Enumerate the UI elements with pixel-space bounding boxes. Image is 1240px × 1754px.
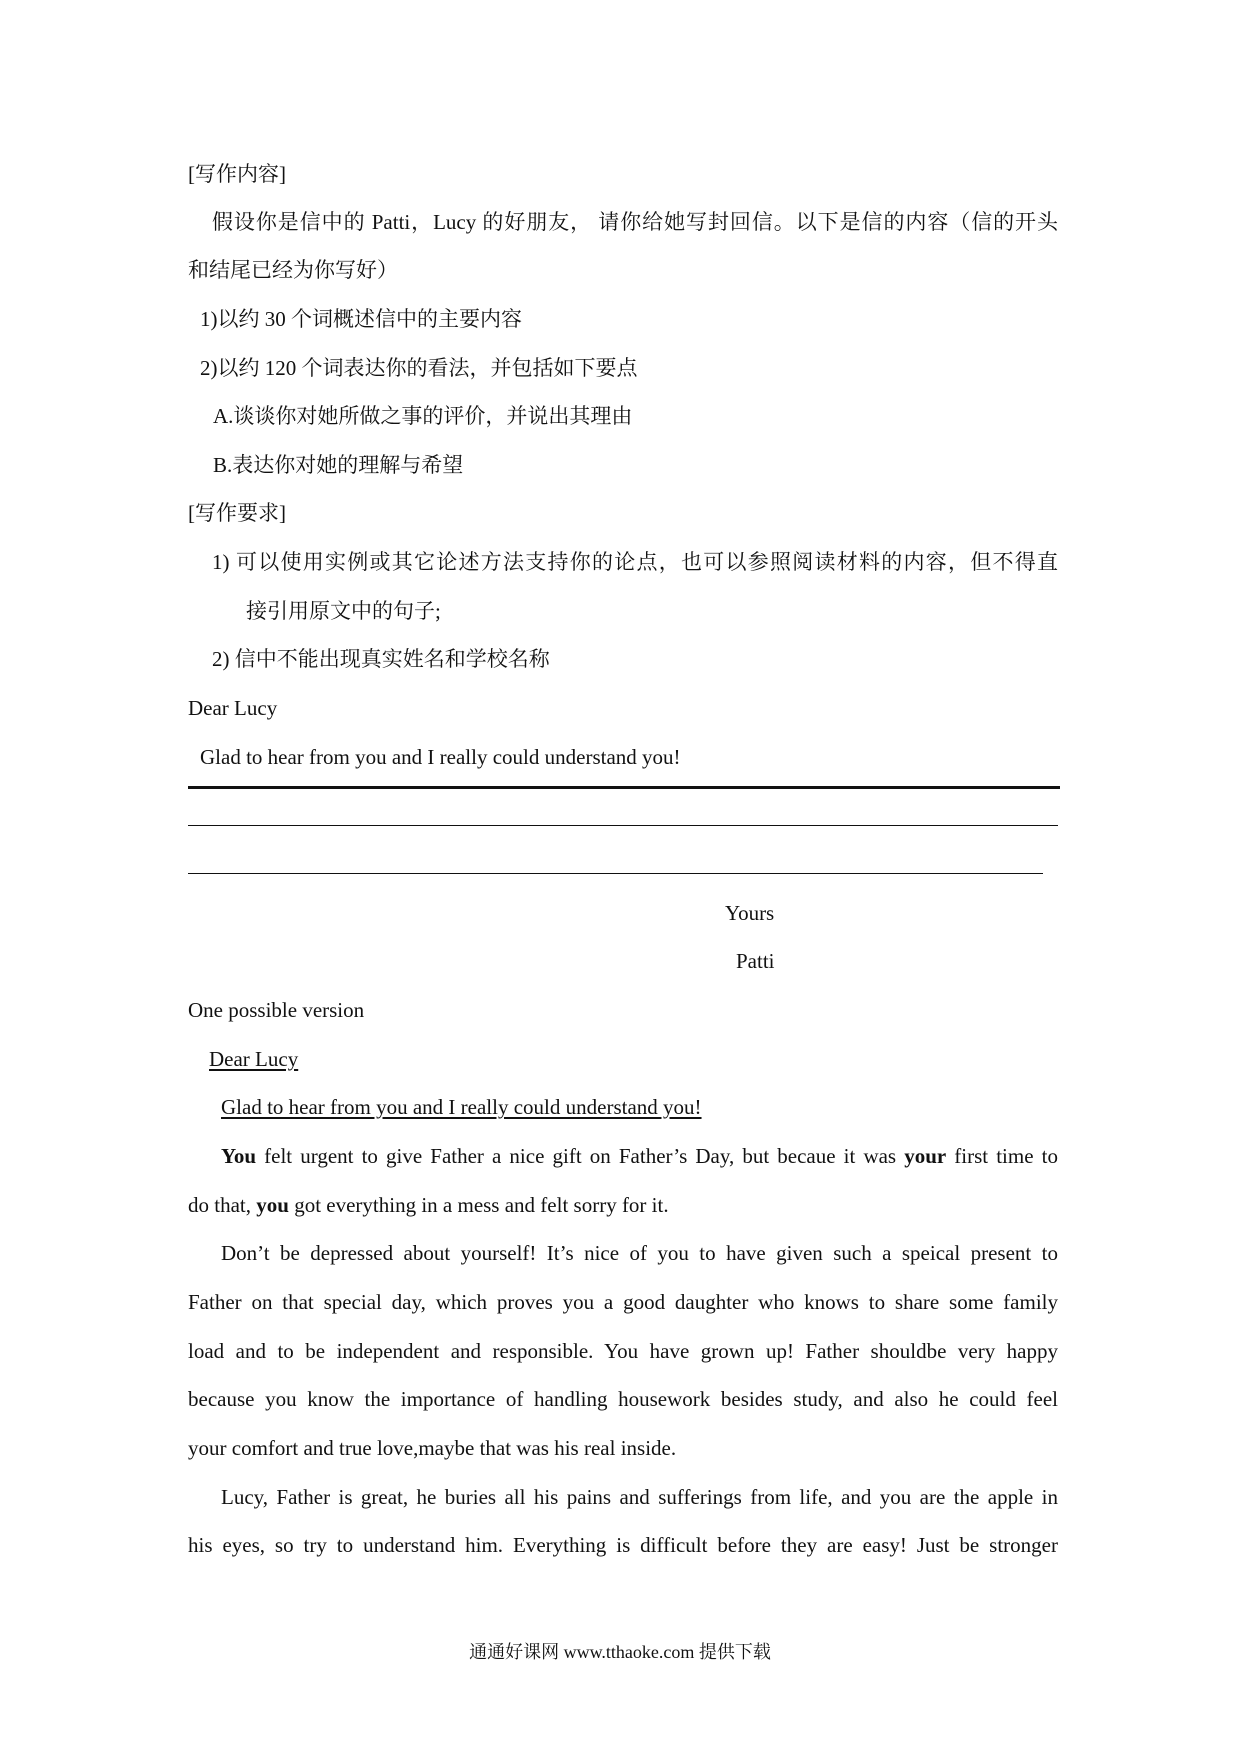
section-heading-requirements: [写作要求] — [188, 501, 286, 525]
bold-word: your — [904, 1144, 947, 1168]
sample-paragraph-2-line: load and to be independent and responsible. You have grown up! Father shouldbe very happy — [188, 1339, 1058, 1363]
prompt-intro-line-1: 假设你是信中的 Patti，Lucy 的好朋友， 请你给她写封回信。以下是信的内容（信的开头 — [212, 210, 1058, 234]
sample-paragraph-2-line: because you know the importance of handling housework besides study, and also he could feel — [188, 1387, 1058, 1411]
prompt-point-1: 1)以约 30 个词概述信中的主要内容 — [200, 307, 522, 331]
prompt-intro-line-2: 和结尾已经为你写好） — [188, 258, 398, 282]
writing-line — [188, 825, 1058, 826]
sample-paragraph-1-line-2: do that, you got everything in a mess and felt sorry for it. — [188, 1193, 669, 1217]
sample-paragraph-2-line: Don’t be depressed about yourself! It’s nice of you to have given such a speical present to — [221, 1241, 1058, 1265]
sample-paragraph-3-line: his eyes, so try to understand him. Everything is difficult before they are easy! Just be stronger — [188, 1533, 1058, 1557]
bold-word: you — [256, 1193, 289, 1217]
template-signature: Patti — [736, 949, 775, 973]
writing-line — [188, 873, 1043, 874]
sample-paragraph-2-line: your comfort and true love,maybe that was his real inside. — [188, 1436, 677, 1460]
sample-paragraph-3-line: Lucy, Father is great, he buries all his pains and sufferings from life, and you are the apple in — [221, 1485, 1058, 1509]
requirement-1-line-1: 1) 可以使用实例或其它论述方法支持你的论点，也可以参照阅读材料的内容，但不得直 — [212, 550, 1058, 574]
sample-salutation: Dear Lucy — [209, 1047, 299, 1071]
template-salutation: Dear Lucy — [188, 696, 278, 720]
sample-opening: Glad to hear from you and I really could understand you! — [221, 1095, 702, 1119]
writing-line-thick — [188, 786, 1060, 789]
section-heading-content: [写作内容] — [188, 162, 286, 186]
bold-word: You — [221, 1144, 257, 1168]
sample-paragraph-2-line: Father on that special day, which proves you a good daughter who knows to share some family — [188, 1290, 1058, 1314]
sample-paragraph-1-line-1: You felt urgent to give Father a nice gift on Father’s Day, but becaue it was your first time to — [221, 1144, 1058, 1168]
requirement-1-line-2: 接引用原文中的句子; — [246, 599, 441, 623]
page-footer: 通通好课网 www.tthaoke.com 提供下载 — [469, 1642, 771, 1662]
prompt-point-2a: A.谈谈你对她所做之事的评价，并说出其理由 — [213, 404, 633, 428]
sample-heading: One possible version — [188, 998, 365, 1022]
prompt-point-2b: B.表达你对她的理解与希望 — [213, 453, 464, 477]
template-opening: Glad to hear from you and I really could understand you! — [200, 745, 681, 769]
requirement-2: 2) 信中不能出现真实姓名和学校名称 — [212, 647, 550, 671]
prompt-point-2: 2)以约 120 个词表达你的看法，并包括如下要点 — [200, 356, 638, 380]
template-closing: Yours — [725, 901, 775, 925]
